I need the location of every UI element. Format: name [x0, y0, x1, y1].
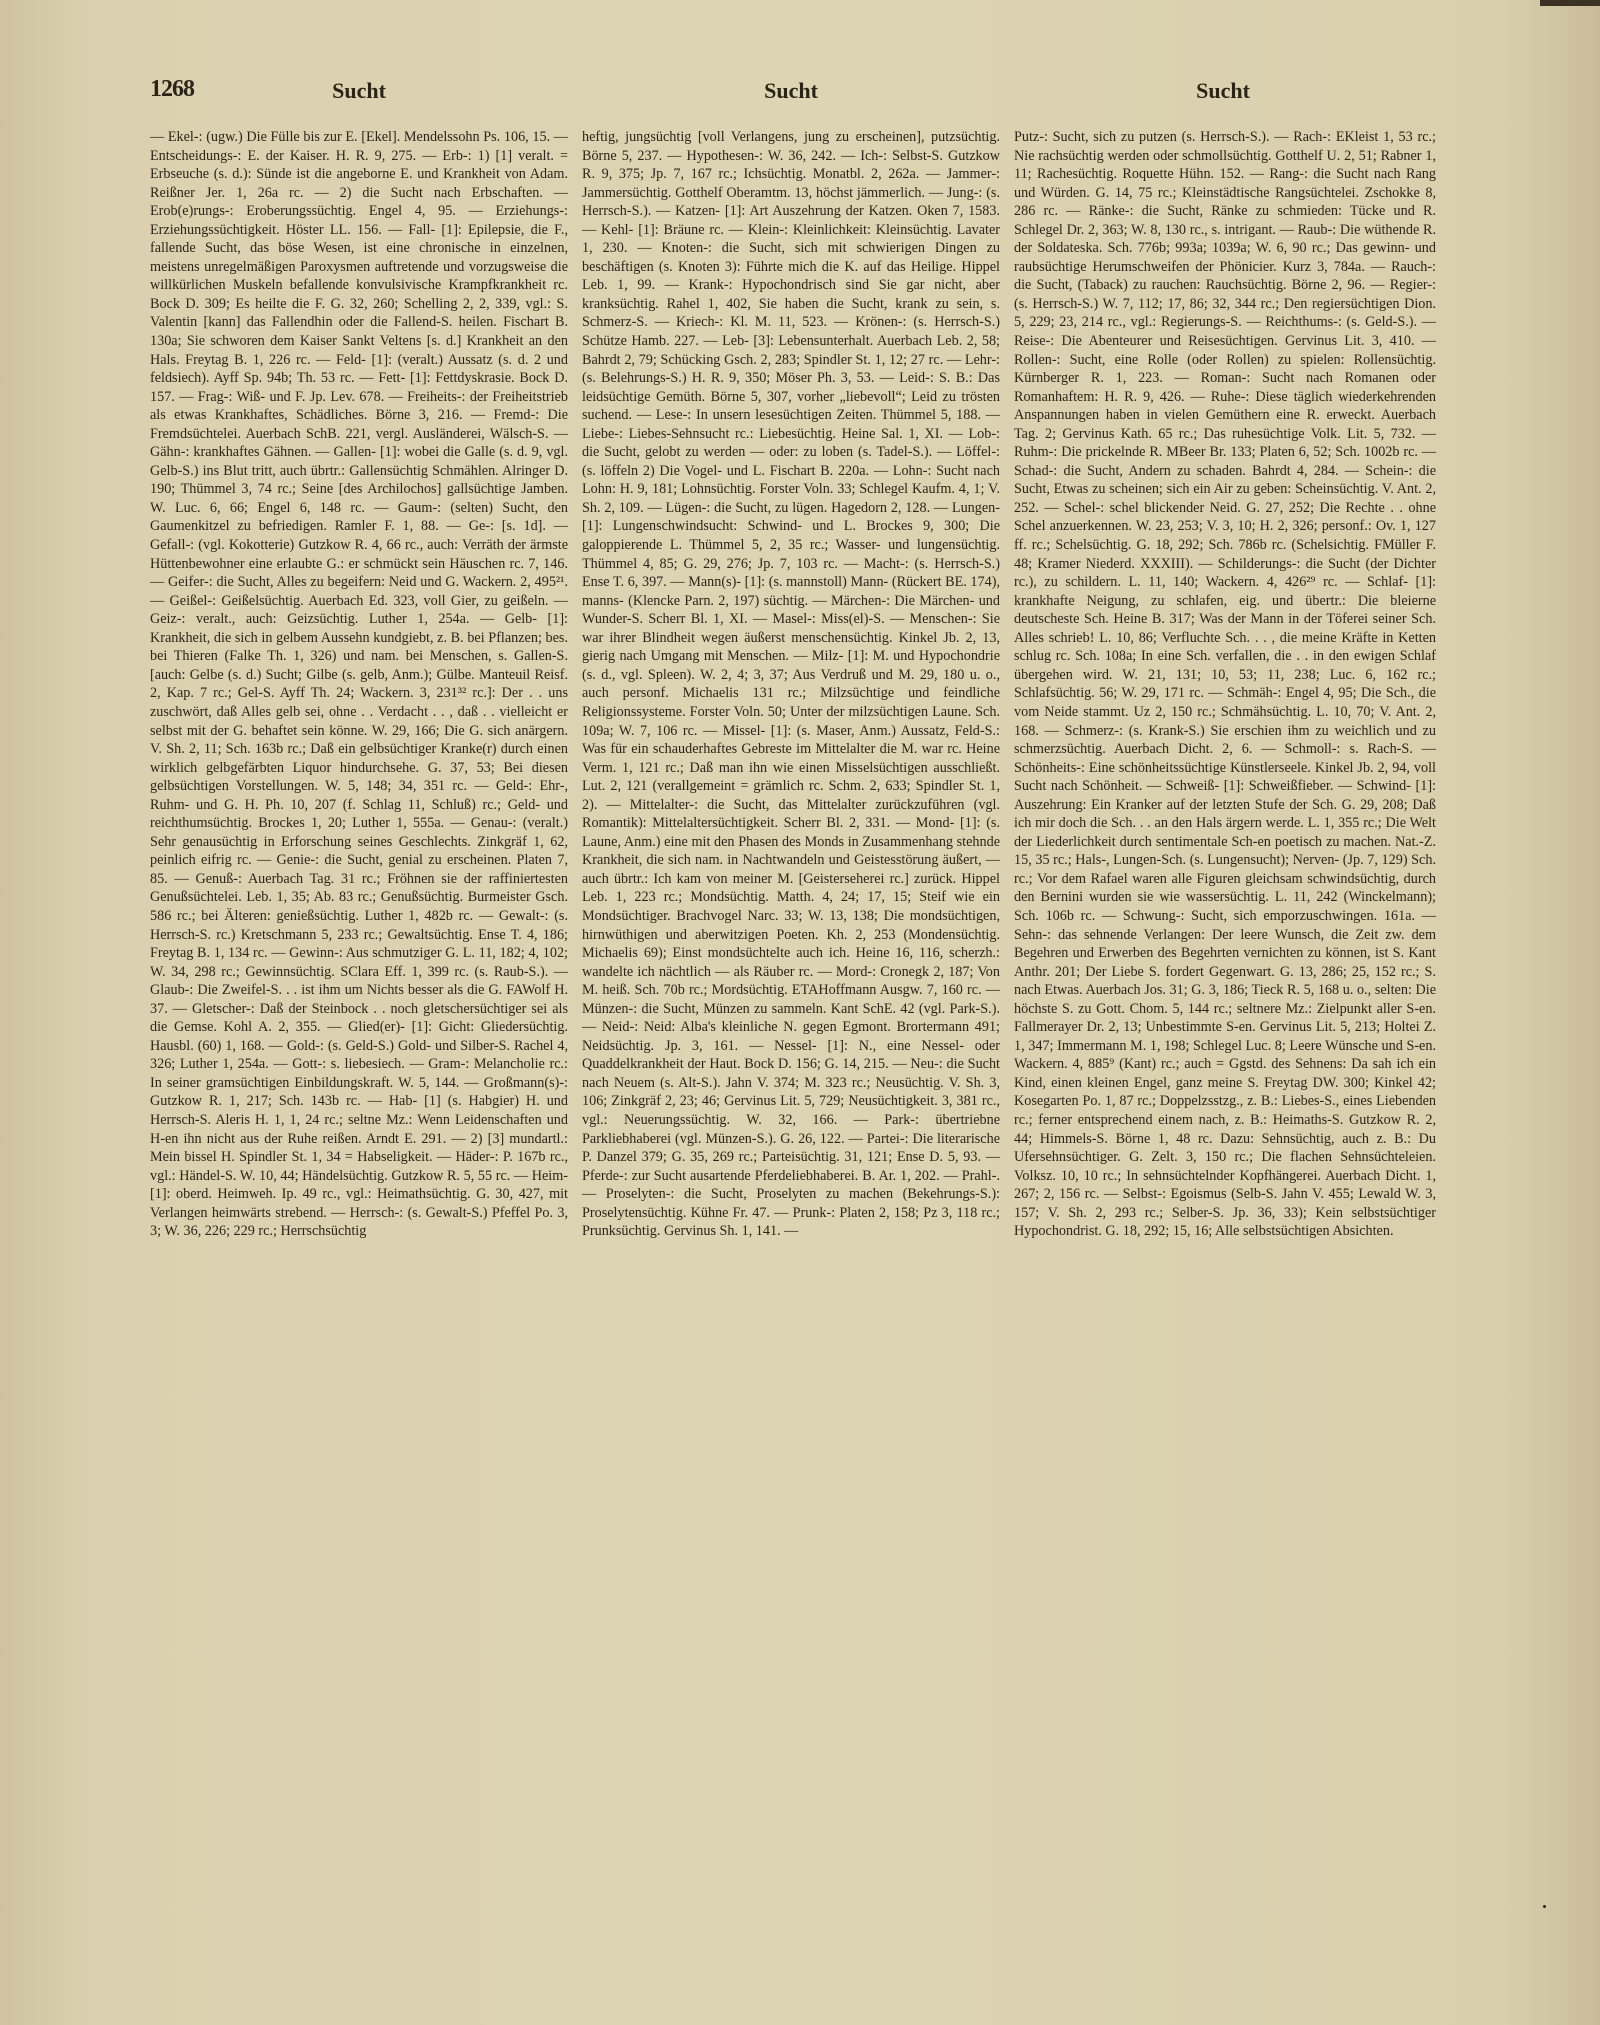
running-head-center: Sucht — [764, 78, 818, 103]
dictionary-column-3: Putz-: Sucht, sich zu putzen (s. Herrsch-S.). — Rach-: EKleist 1, 53 rc.; Nie rachsüchtig werden oder schmollsüchtig. Gotthelf U. 2, 51; Rabner 1, 11; Rachesüchtig. Roquette Hühn. 152. — Rang-: die Sucht nach Rang und Würden. G. 14, 75 rc.; Kleinstädtische Rangsüchtelei. Zschokke 8, 286 rc. — Ränke-: die Sucht, Ränke zu schmieden: Tücke und R. Schlegel Dr. 2, 363; W. 8, 130 rc., s. intrigant. — Raub-: Die wüthende R. der Soldateska. Sch. 776b; 993a; 1039a; W. 6, 90 rc.; Das gewinn- und raubsüchtige Herumschweifen der Phönicier. Kurz 3, 784a. — Rauch-: die Sucht, (Taback) zu rauchen: Rauchsüchtig. Börne 2, 96. — Regier-: (s. Herrsch-S.) W. 7, 112; 17, 86; 32, 344 rc.; Den regiersüchtigen Dion. 5, 229; 23, 214 rc., vgl.: Regierungs-S. — Reichthums-: (s. Geld-S.). — Reise-: Die Abenteurer und Reisesüchtigen. Gervinus Lit. 3, 410. — Rollen-: Sucht, eine Rolle (oder Rollen) zu spielen: Rollensüchtig. Kürnberger R. 1, 223. — Roman-: Sucht nach Romanen oder Romanhaftem: H. R. 9, 426. — Ruhe-: Diese täglich wiederkehrenden Anspannungen haben in vielen Gemüthern eine R. erweckt. Auerbach Tag. 2; Gervinus Kath. 65 rc.; Das ruhesüchtige Volk. Lit. 5, 732. — Ruhm-: Die prickelnde R. MBeer Br. 133; Platen 6, 52; Sch. 1002b rc. — Schad-: die Sucht, Andern zu schaden. Bahrdt 4, 284. — Schein-: die Sucht, Etwas zu scheinen; sich ein Air zu geben: Scheinsüchtig. V. Ant. 2, 252. — Schel-: schel blickender Neid. G. 27, 252; Die Rechte . . ohne Schel anzuerkennen. W. 23, 253; V. 3, 10; H. 2, 326; personf.: Ov. 1, 127 ff. rc.; Schelsüchtig. G. 18, 292; Sch. 786b rc. (Schelsichtig. FMüller F. 48; Kramer Niederd. XXXIII). — Schilderungs-: die Sucht (der Dichter rc.), zu schildern. L. 11, 140; Wackern. 4, 426²⁹ rc. — Schlaf- [1]: krankhafte Neigung, zu schlafen, eig. und übertr.: Die bleierne deutscheste Sch. Heine B. 317; Was der Mann in der Töferei seiner Sch. Alles schrieb! L. 10, 86; Verfluchte Sch. . . , die meine Kräfte in Ketten schlug rc. Sch. 108a; In eine Sch. verfallen, die . . in den ewigen Schlaf übergehen wird. W. 21, 131; 10, 53; 11, 238; Luc. 6, 162 rc.; Schlafsüchtig. 56; W. 29, 171 rc. — Schmäh-: Engel 4, 95; Die Sch., die vom Neide stammt. Uz 2, 150 rc.; Schmähsüchtig. L. 10, 70; V. Ant. 2, 168. — Schmerz-: (s. Krank-S.) Sie erschien ihm zu weichlich und zu schmerzsüchtig. Auerbach Dicht. 2, 6. — Schmoll-: s. Rach-S. — Schönheits-: Eine schönheitssüchtige Künstlerseele. Kinkel Jb. 2, 94, voll Sucht nach Schönheit. — Schweiß- [1]: Schweißfieber. — Schwind- [1]: Auszehrung: Ein Kranker auf der letzten Stufe der Sch. G. 29, 208; Daß ich mir doch die Sch. . . an den Hals ärgern werde. L. 1, 355 rc.; Die Welt der Liederlichkeit durch sentimentale Sch-en poetisch zu machen. Nat.-Z. 15, 35 rc.; Hals-, Lungen-Sch. (s. Lungensucht); Nerven- (Jp. 7, 129) Sch. rc.; Vor dem Rafael waren alle Figuren gleichsam schwindsüchtig, durch den Bernini wurden sie wie wassersüchtig. L. 11, 242 (Winckelmann); Sch. 106b rc. — Schwung-: Sucht, sich emporzuschwingen. 161a. — Sehn-: das sehnende Verlangen: Der leere Wunsch, die Zeit zw. dem Begehren und Erwerben des Begehrten vernichten zu können, ist S. Kant Anthr. 201; Der Liebe S. fordert Gegenwart. G. 13, 286; 25, 152 rc.; S. nach Etwas. Auerbach Jos. 31; G. 3, 186; Tieck R. 5, 168 u. o., selten: Die höchste S. zu Gott. Chom. 5, 144 rc.; seltnere Mz.: Zielpunkt aller S-en. Fallmerayer Dr. 2, 13; Unbestimmte S-en. Gervinus Lit. 5, 213; Holtei Z. 1, 347; Immermann M. 1, 198; Schlegel Luc. 8; Leere Wünsche und S-en. Wackern. 4, 885⁹ (Kant) rc.; auch = Ggstd. des Sehnens: Da sah ich ein Kind, einen kleinen Engel, ganz meine S. Freytag DW. 300; Kinkel 42; Kosegarten Po. 1, 87 rc.; Doppelzsstzg., z. B.: Liebes-S., eines Liebenden rc.; ferner entsprechend einem nach, z. B.: Heimaths-S. Gutzkow R. 2, 44; Himmels-S. Börne 1, 48 rc. Dazu: Sehnsüchtig, auch z. B.: Du Ufersehnsüchtiger. G. Zelt. 3, 150 rc.; Die flachen Sehnsüchteleien. Volksz. 10, 10 rc.; In sehnsüchtelnder Kopfhängerei. Auerbach Dicht. 1, 267; 2, 156 rc. — Selbst-: Egoismus (Selb-S. Jahn V. 455; Lewald W. 3, 157; V. Sh. 2, 293 rc.; Selber-S. Jp. 36, 33); Kein selbstsüchtiger Hypochondrist. G. 18, 292; 15, 16; Alle selbstsüchtigen Absichten. — [1014, 129, 1436, 1240]
running-head-right: Sucht — [1196, 78, 1250, 103]
ink-speck — [1543, 1905, 1546, 1908]
running-head-left: Sucht — [332, 78, 386, 103]
page-edge — [1540, 0, 1600, 6]
page-number: 1268 — [150, 76, 194, 102]
dictionary-column-2: heftig, jungsüchtig [voll Verlangens, jung zu erscheinen], putzsüchtig. Börne 5, 237. — Hypothesen-: W. 36, 242. — Ich-: Selbst-S. Gutzkow R. 9, 375; Jp. 7, 167 rc.; Ichsüchtig. Monatbl. 2, 262a. — Jammer-: Jammersüchtig. Gotthelf Oberamtm. 13, höchst jämmerlich. — Jung-: (s. Herrsch-S.). — Katzen- [1]: Art Auszehrung der Katzen. Oken 7, 1583. — Kehl- [1]: Bräune rc. — Klein-: Kleinlichkeit: Kleinsüchtig. Lavater 1, 230. — Knoten-: die Sucht, sich mit schwierigen Dingen zu beschäftigen (s. Knoten 3): Führte mich die K. auf das Heilige. Hippel Leb. 1, 99. — Krank-: Hypochondrisch sind Sie gar nicht, aber kranksüchtig. Rahel 1, 402, Sie haben die Sucht, krank zu sein, s. Schmerz-S. — Kriech-: Kl. M. 11, 523. — Krönen-: (s. Herrsch-S.) Schütze Hamb. 227. — Leb- [3]: Lebensunterhalt. Auerbach Leb. 2, 58; Bahrdt 2, 79; Schücking Gsch. 2, 283; Spindler St. 1, 12; 27 rc. — Lehr-: (s. Belehrungs-S.) H. R. 9, 350; Möser Ph. 3, 53. — Leid-: S. B.: Das leidsüchtige Gemüth. Börne 5, 307, vorher „liebevoll“; Leid zu trösten suchend. — Lese-: In unsern lesesüchtigen Zeiten. Thümmel 5, 188. — Liebe-: Liebes-Sehnsucht rc.: Liebesüchtig. Heine Sal. 1, XI. — Lob-: die Sucht, gelobt zu werden — oder: zu loben (s. Tadel-S.). — Löffel-: (s. löffeln 2) Die Vogel- und L. Fischart B. 220a. — Lohn-: Sucht nach Lohn: H. 9, 181; Lohnsüchtig. Forster Voln. 33; Schlegel Kaufm. 4, 1; V. Sh. 2, 109. — Lügen-: die Sucht, zu lügen. Hagedorn 2, 128. — Lungen- [1]: Lungenschwindsucht: Schwind- und L. Brockes 9, 300; Die galoppierende L. Thümmel 5, 2, 35 rc.; Wasser- und lungensüchtig. Thümmel 4, 85; G. 29, 276; Jp. 7, 103 rc. — Macht-: (s. Herrsch-S.) Ense T. 6, 397. — Mann(s)- [1]: (s. mannstoll) Mann- (Rückert BE. 174), manns- (Klencke Parn. 2, 197) süchtig. — Märchen-: Die Märchen- und Wunder-S. Scherr Bl. 1, XI. — Masel-: Miss(el)-S. — Menschen-: Sie war ihrer Blindheit wegen äußerst menschensüchtig. Kinkel Jb. 2, 13, gierig nach Umgang mit Menschen. — Milz- [1]: M. und Hypochondrie (s. d., vgl. Spleen). W. 2, 4; 3, 37; Aus Verdruß und M. 29, 180 u. o., auch personf. Michaelis 131 rc.; Milzsüchtige und feindliche Religionssysteme. Forster Voln. 50; Unter der milzsüchtigen Laune. Sch. 109a; W. 7, 106 rc. — Missel- [1]: (s. Maser, Anm.) Aussatz, Feld-S.: Was für ein schauderhaftes Gebreste im Mittelalter die M. war rc. Heine Verm. 1, 121 rc.; Daß man ihn wie einen Misselsüchtigen ausschließt. Lut. 2, 121 (verallgemeint = grämlich rc. Schm. 2, 633; Spindler St. 1, 2). — Mittelalter-: die Sucht, das Mittelalter zurückzuführen (vgl. Romantik): Mittelaltersüchtigkeit. Scherr Bl. 2, 331. — Mond- [1]: (s. Laune, Anm.) eine mit den Phasen des Monds in Zusammenhang stehnde Krankheit, die sich nam. in Nachtwandeln und Geistesstörung äußert, — auch übrtr.: Ich kam von meiner M. [Geisterseherei rc.] zurück. Hippel Leb. 1, 223 rc.; Mondsüchtig. Matth. 4, 24; 17, 15; Steif wie ein Mondsüchtiger. Brachvogel Narc. 33; W. 13, 138; Die mondsüchtigen, hirnwüthigen und aberwitzigen Poeten. Kh. 2, 253 (Mondensüchtig. Michaelis 69); Einst mondsüchtelte auch ich. Heine 16, 116, scherzh.: wandelte ich nächtlich — als Räuber rc. — Mord-: Cronegk 2, 187; Von M. heiß. Sch. 70b rc.; Mordsüchtig. ETAHoffmann Ausgw. 7, 160 rc. — Münzen-: die Sucht, Münzen zu sammeln. Kant SchE. 42 (vgl. Park-S.). — Neid-: Neid: Alba's kleinliche N. gegen Egmont. Brortermann 491; Neidsüchtig. Jp. 3, 161. — Nessel- [1]: N., eine Nessel- oder Quaddelkrankheit der Haut. Bock D. 156; G. 14, 215. — Neu-: die Sucht nach Neuem (s. Alt-S.). Jahn V. 374; M. 323 rc.; Neusüchtig. V. Sh. 3, 106; Zinkgräf 2, 23; 46; Gervinus Lit. 5, 729; Neusüchtigkeit. 3, 381 rc., vgl.: Neuerungssüchtig. W. 32, 166. — Park-: übertriebne Parkliebhaberei (vgl. Münzen-S.). G. 26, 122. — Partei-: Die literarische P. Danzel 379; G. 35, 269 rc.; Parteisüchtig. 31, 121; Ense D. 5, 93. — Pferde-: zur Sucht ausartende Pferdeliebhaberei. B. Ar. 1, 202. — Prahl-. — Proselyten-: die Sucht, Proselyten zu machen (Bekehrungs-S.): Proselytensüchtig. Kühne Fr. 47. — Prunk-: Platen 2, 158; Pz 3, 118 rc.; Prunksüchtig. Gervinus Sh. 1, 141. — — [582, 129, 1000, 1240]
dictionary-column-1: — Ekel-: (ugw.) Die Fülle bis zur E. [Ekel]. Mendelssohn Ps. 106, 15. — Entscheidungs-: E. der Kaiser. H. R. 9, 275. — Erb-: 1) [1] veralt. = Erbseuche (s. d.): Sünde ist die angeborne E. und Krankheit von Adam. Reißner Jer. 1, 26a rc. — 2) die Sucht nach Erbschaften. — Erob(e)rungs-: Eroberungssüchtig. Engel 4, 95. — Erziehungs-: Erziehungssüchtigkeit. Höster LL. 156. — Fall- [1]: Epilepsie, die F., fallende Sucht, das böse Wesen, ist eine chronische in einzelnen, meistens unregelmäßigen Paroxysmen auftretende und vorzugsweise die willkürlichen Muskeln befallende konvulsivische Krampfkrankheit rc. Bock D. 309; Es heilte die F. G. 32, 260; Schelling 2, 2, 339, vgl.: S. Valentin [kann] das Fallendhin oder die Fallend-S. heilen. Fischart B. 130a; Sie schworen dem Kaiser Sankt Veltens [s. d.] Krankheit an den Hals. Freytag B. 1, 226 rc. — Feld- [1]: (veralt.) Aussatz (s. d. 2 und feldsiech). Ayff Sp. 94b; Th. 53 rc. — Fett- [1]: Fettdyskrasie. Bock D. 157. — Frag-: Wiß- und F. Jp. Lev. 678. — Freiheits-: der Freiheitstrieb als etwas Krankhaftes, Schädliches. Börne 3, 216. — Fremd-: Die Fremdsüchtelei. Auerbach SchB. 221, vergl. Ausländerei, Wälsch-S. — Gähn-: krankhaftes Gähnen. — Gallen- [1]: wobei die Galle (s. d. 9, vgl. Gelb-S.) ins Blut tritt, auch übrtr.: Gallensüchtig Schmählen. Alringer D. 190; Thümmel 3, 74 rc.; Seine [des Archilochos] gallsüchtige Jamben. W. Luc. 6, 66; Engel 6, 148 rc. — Gaum-: (selten) Sucht, den Gaumenkitzel zu befriedigen. Ramler F. 1, 88. — Ge-: [s. 1d]. — Gefall-: (vgl. Kokotterie) Gutzkow R. 4, 66 rc., auch: Verräth der ärmste Hüttenbewohner eine erlaubte G.: er schmückt sein Häuschen rc. 7, 146. — Geifer-: die Sucht, Alles zu begeifern: Neid und G. Wackern. 2, 495²¹. — Geißel-: Geißelsüchtig. Auerbach Ed. 323, voll Gier, zu geißeln. — Geiz-: veralt., auch: Geizsüchtig. Luther 1, 254a. — Gelb- [1]: Krankheit, die sich in gelbem Aussehn kundgiebt, z. B. bei Pflanzen; bes. bei Thieren (Falke Th. 1, 326) und nam. bei Menschen, s. Gallen-S. [auch: Gelbe (s. d.) Sucht; Gilbe (s. gelb, Anm.); Gülbe. Manteuil Reisf. 2, Kap. 7 rc.; Gel-S. Ayff Th. 24; Wackern. 3, 231³² rc.]: Der . . uns zuschwört, daß Alles gelb sei, ohne . . Verdacht . . , daß . . vielleicht er selbst mit der G. behaftet sein könne. W. 29, 166; Die G. sich anärgern. V. Sh. 2, 11; Sch. 163b rc.; Daß ein gelbsüchtiger Kranke(r) durch einen wirklich gelbgefärbten Liquor hindurchsehe. G. 37, 53; Bei diesen gelbsüchtigen Vorstellungen. W. 5, 148; 34, 351 rc. — Geld-: Ehr-, Ruhm- und G. H. Ph. 10, 207 (f. Schlag 11, Schluß) rc.; Geld- und reichthumsüchtig. Brockes 1, 20; Luther 1, 555a. — Genau-: (veralt.) Sehr genausüchtig in Erforschung seines Geschlechts. Zinkgräf 1, 62, peinlich eifrig rc. — Genie-: die Sucht, genial zu erscheinen. Platen 7, 85. — Genuß-: Auerbach Tag. 31 rc.; Fröhnen sie der raffiniertesten Genußsüchtelei. Leb. 1, 35; Ab. 83 rc.; Genußsüchtig. Burmeister Gsch. 586 rc.; bei Älteren: genießsüchtig. Luther 1, 482b rc. — Gewalt-: (s. Herrsch-S. rc.) Kretschmann 5, 233 rc.; Gewaltsüchtig. Ense T. 4, 186; Freytag B. 1, 134 rc. — Gewinn-: Aus schmutziger G. L. 11, 182; 4, 102; W. 34, 298 rc.; Gewinnsüchtig. SClara Eff. 1, 399 rc. (s. Raub-S.). — Glaub-: Die Zweifel-S. . . ist ihm um Nichts besser als die G. FAWolf H. 37. — Gletscher-: Daß der Steinbock . . noch gletschersüchtiger sei als die Gemse. Kohl A. 2, 355. — Glied(er)- [1]: Gicht: Gliedersüchtig. Hausbl. (60) 1, 168. — Gold-: (s. Geld-S.) Gold- und Silber-S. Rachel 4, 326; Luther 1, 254a. — Gott-: s. liebesiech. — Gram-: Melancholie rc.: In seiner gramsüchtigen Einbildungskraft. W. 5, 144. — Großmann(s)-: Gutzkow R. 1, 217; Sch. 143b rc. — Hab- [1] (s. Habgier) H. und Herrsch-S. Aleris H. 1, 1, 24 rc.; seltne Mz.: Wenn Leidenschaften und H-en ihn nicht aus der Ruhe reißen. Arndt E. 291. — 2) [3] mundartl.: Mein bissel H. Spindler St. 1, 34 = Habseligkeit. — Häder-: P. 167b rc., vgl.: Händel-S. W. 10, 44; Händelsüchtig. Gutzkow R. 5, 55 rc. — Heim- [1]: oberd. Heimweh. Ip. 49 rc., vgl.: Heimathsüchtig. G. 30, 427, mit Verlangen heimwärts strebend. — Herrsch-: (s. Gewalt-S.) Pfeffel Po. 3, 3; W. 36, 226; 229 rc.; Herrschsüchtig — [150, 129, 568, 1240]
